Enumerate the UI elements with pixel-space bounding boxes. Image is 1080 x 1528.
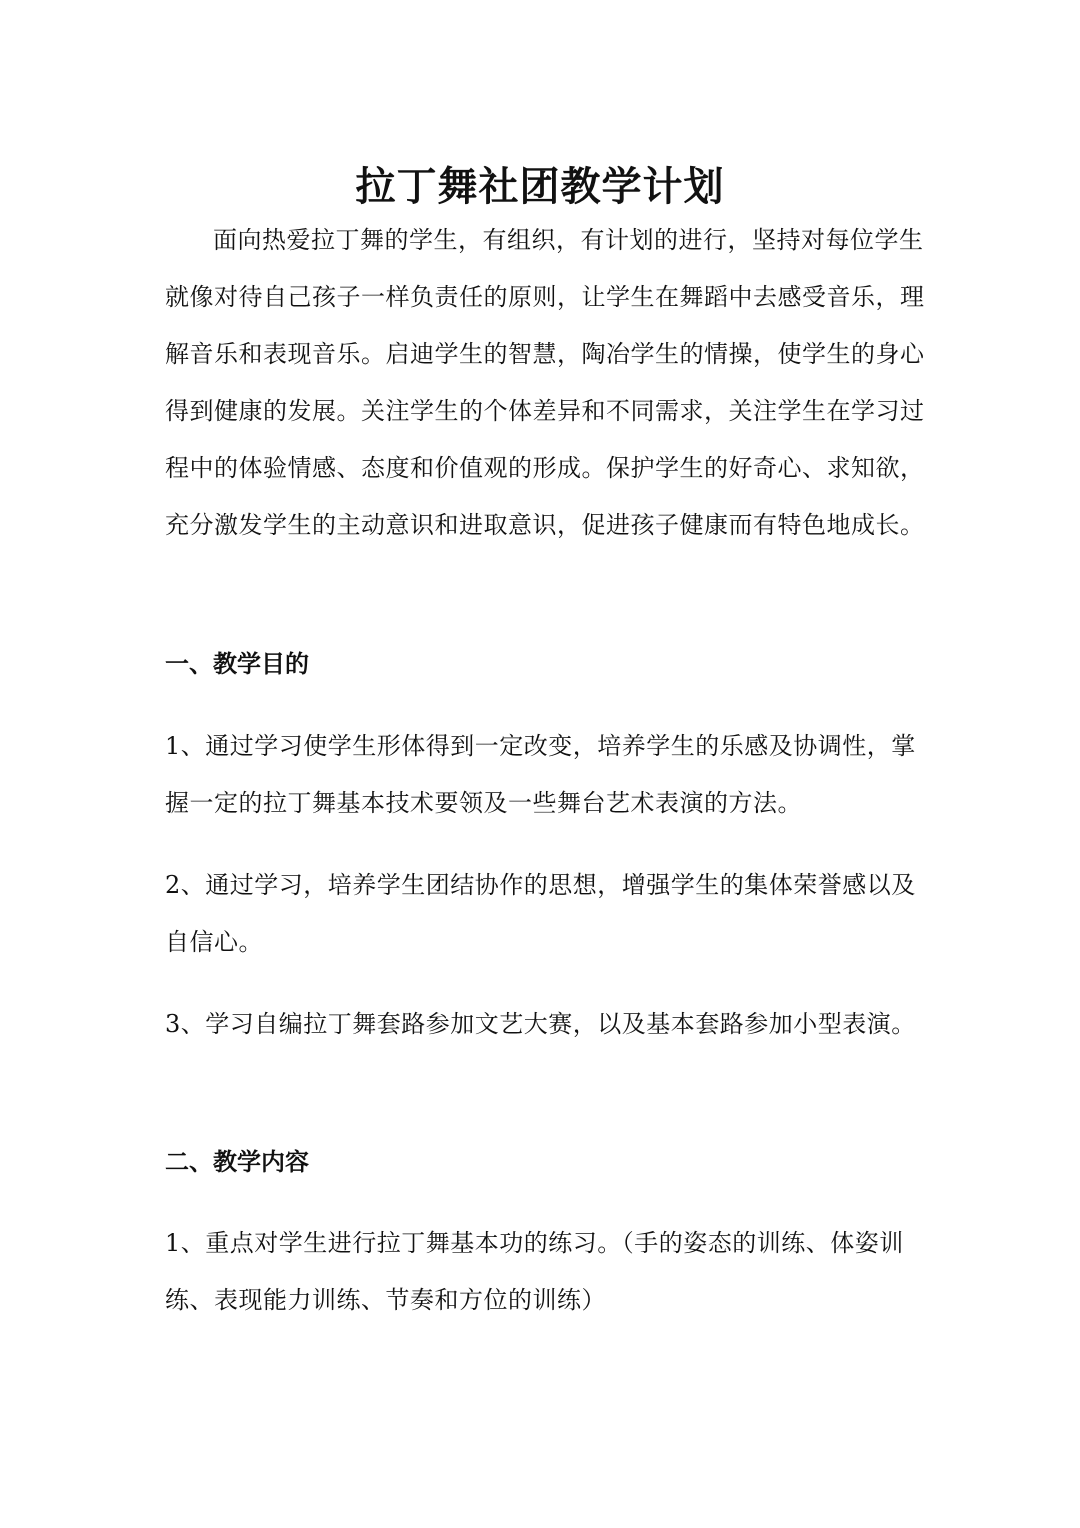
content-item-1: 1、重点对学生进行拉丁舞基本功的练习。（手的姿态的训练、体姿训练、表现能力训练、节奏和方位的训练） <box>165 1229 904 1314</box>
section-heading-teaching-purpose: 一、教学目的 <box>165 650 309 678</box>
purpose-item-1: 1、通过学习使学生形体得到一定改变，培养学生的乐感及协调性，掌握一定的拉丁舞基本技术要领及一些舞台艺术表演的方法。 <box>165 732 916 817</box>
intro-paragraph: 面向热爱拉丁舞的学生，有组织，有计划的进行，坚持对每位学生就像对待自己孩子一样负责任的原则，让学生在舞蹈中去感受音乐，理解音乐和表现音乐。启迪学生的智慧，陶冶学生的情操，使学生的身心得到健康的发展。关注学生的个体差异和不同需求，关注学生在学习过程中的体验情感、态度和价值观的形成。保护学生的好奇心、求知欲，充分激发学生的主动意识和进取意识，促进孩子健康而有特色地成长。 <box>165 226 925 539</box>
purpose-item-2: 2、通过学习，培养学生团结协作的思想，增强学生的集体荣誉感以及自信心。 <box>165 871 916 956</box>
document-title: 拉丁舞社团教学计划 <box>355 163 725 210</box>
purpose-item-3: 3、学习自编拉丁舞套路参加文艺大赛，以及基本套路参加小型表演。 <box>165 1010 916 1038</box>
section-heading-teaching-content: 二、教学内容 <box>165 1148 309 1176</box>
